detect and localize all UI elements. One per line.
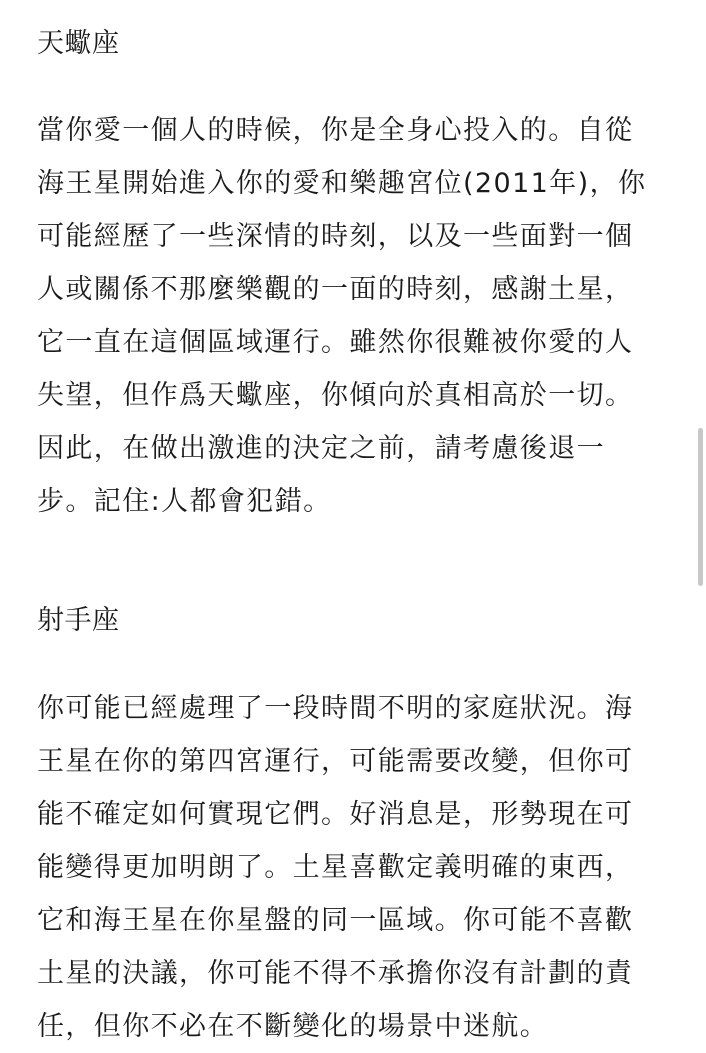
text-line: 它和海王星在你星盤的同一區域。你可能不喜歡: [37, 905, 634, 936]
text-line: 任，但你不必在不斷變化的場景中迷航。: [37, 1011, 549, 1042]
paragraph-sagittarius: [37, 682, 633, 1053]
section-title-scorpio: 天蠍座: [37, 28, 120, 59]
paragraph-scorpio: [37, 104, 646, 528]
text-line: 海王星開始進入你的愛和樂趣宮位(2011年)，你: [37, 168, 647, 199]
text-line: 失望，但作爲天蠍座，你傾向於真相高於一切。: [37, 380, 634, 411]
text-line: 可能經歷了一些深情的時刻，以及一些面對一個: [37, 221, 634, 252]
text-line: 王星在你的第四宮運行，可能需要改變，但你可: [37, 746, 634, 777]
text-line: 土星的決議，你可能不得不承擔你沒有計劃的責: [37, 958, 634, 989]
text-line: 能不確定如何實現它們。好消息是，形勢現在可: [37, 799, 634, 830]
section-title-sagittarius: 射手座: [37, 605, 120, 636]
text-line: 能變得更加明朗了。土星喜歡定義明確的東西，: [37, 852, 634, 883]
text-line: 因此，在做出激進的決定之前，請考慮後退一: [37, 433, 605, 464]
text-line: 人或關係不那麼樂觀的一面的時刻，感謝土星，: [37, 274, 634, 305]
text-line: 你可能已經處理了一段時間不明的家庭狀況。海: [37, 693, 634, 724]
scrollbar-thumb[interactable]: [698, 428, 703, 586]
text-line: 它一直在這個區域運行。雖然你很難被你愛的人: [37, 327, 634, 358]
text-line: 當你愛一個人的時候，你是全身心投入的。自從: [37, 115, 634, 146]
text-line: 步。記住:人都會犯錯。: [37, 486, 332, 517]
